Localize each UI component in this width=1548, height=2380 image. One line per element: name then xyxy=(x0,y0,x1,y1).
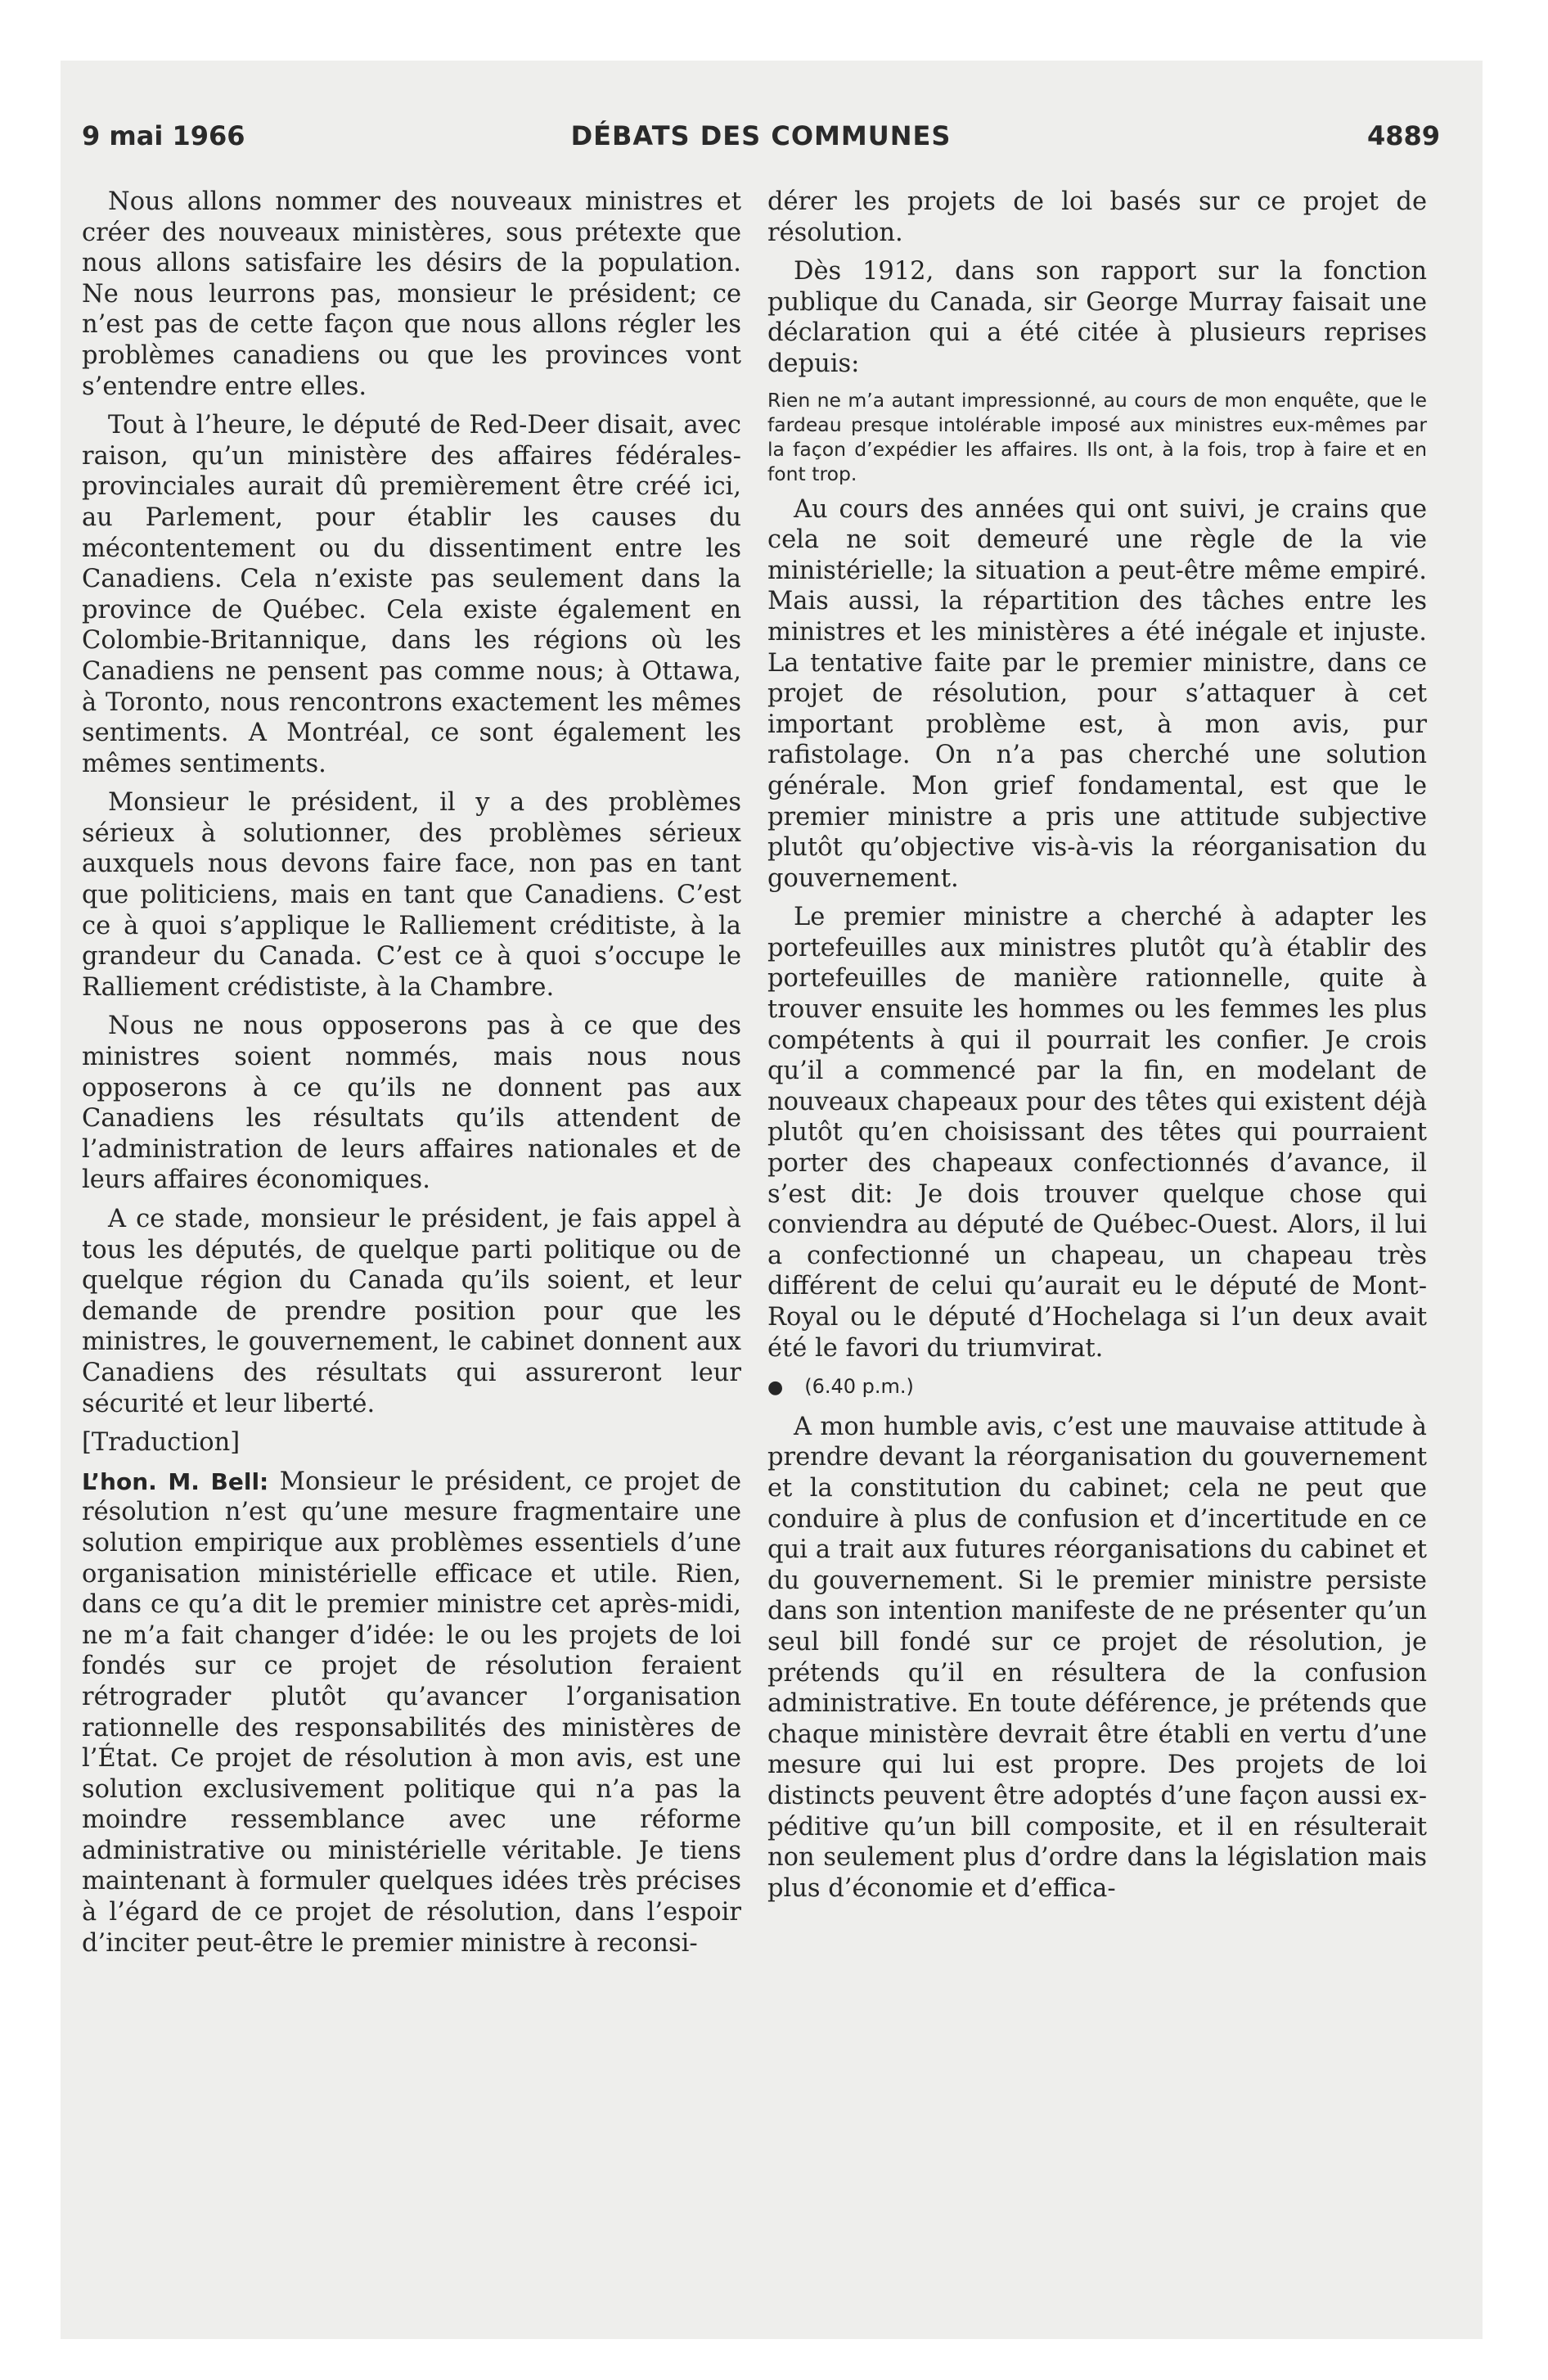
timestamp-text: (6.40 p.m.) xyxy=(804,1375,914,1399)
header-title: DÉBATS DES COMMUNES xyxy=(570,120,952,151)
header-date: 9 mai 1966 xyxy=(82,120,245,151)
bullet-icon: ● xyxy=(767,1377,784,1399)
paragraph: dérer les projets de loi basés sur ce projet de résolution. xyxy=(767,187,1427,247)
paragraph: Nous allons nommer des nouveaux ministres et créer des nouveaux ministères, sous prétexte que nous allons satisfaire les désirs de la population. Ne nous leurrons pas, monsieur le président; ce n’est pas de cette façon que nous allons régler les problèmes canadiens ou que les provinces vont s’entendre entre elles. xyxy=(82,187,741,401)
block-quote xyxy=(767,388,1427,486)
speech-text: Monsieur le président, ce projet de résolution n’est qu’une mesure fragmentaire une solution empirique aux problèmes essentiels d’une organisation ministérielle efficace et utile. Rien, dans ce qu’a dit le premier ministre cet après-midi, ne m’a fait changer d’idée: le ou les projets de loi fondés sur ce projet de résolution feraient rétrograder plutôt qu’avancer l’organisation rationnelle des responsabilités des ministères de l’État. Ce projet de résolution à mon avis, est une solution exclusivement politique qui n’a pas la moindre ressemblance avec une réforme administrative ou ministérielle véritable. Je tiens maintenant à formuler quelques idées très précises à l’égard de ce projet de résolution, dans l’espoir d’inciter peut-être le premier ministre à reconsi- xyxy=(82,1467,741,1958)
page-header xyxy=(82,120,1440,156)
paragraph: A ce stade, monsieur le président, je fais appel à tous les députés, de quelque parti politique ou de quelque région du Canada qu’ils soient, et leur demande de prendre position pour que les ministres, le gouvernement, le cabinet donnent aux Canadiens des résultats qui assureront leur sécurité et leur liberté. xyxy=(82,1205,741,1418)
paragraph: A mon humble avis, c’est une mauvaise attitude à prendre devant la réorganisation du gouvernement et la constitution du cabinet; cela ne peut que conduire à plus de confusion et d’incertitude en ce qui a trait aux futures réorganisations du cabinet et du gouvernement. Si le premier ministre persiste dans son intention manifeste de ne présenter qu’un seul bill fondé sur ce projet de résolution, je prétends qu’il en résultera de la confusion administrative. En toute déférence, je prétends que chaque ministère devrait être établi en vertu d’une mesure qui lui est propre. Des projets de loi distincts peuvent être adoptés d’une façon aussi expéditive qu’un bill composite, et il en résulterait non seulement plus d’ordre dans la législation mais plus d’économie et d’effica- xyxy=(767,1412,1427,1903)
paragraph: Le premier ministre a cherché à adapter les portefeuilles aux ministres plutôt qu’à établir des portefeuilles de manière rationnelle, quite à trouver ensuite les hommes ou les femmes les plus compétents à qui il pourrait les confier. Je crois qu’il a commencé par la fin, en modelant de nouveaux chapeaux pour des têtes qui existent déjà plutôt qu’en choisissant des têtes qui pourraient porter des chapeaux confectionnés d’avance, il s’est dit: Je dois trouver quelque chose qui conviendra au député de Québec-Ouest. Alors, il lui a confectionné un chapeau, un chapeau très différent de celui qu’aurait eu le député de Mont-Royal ou le député d’Hochelaga si l’un deux avait été le favori du triumvirat. xyxy=(767,903,1427,1363)
timestamp xyxy=(767,1372,1427,1404)
right-column xyxy=(767,187,1427,1912)
paragraph: Nous ne nous opposerons pas à ce que des ministres soient nommés, mais nous nous opposerons à ce qu’ils ne donnent pas aux Canadiens les résultats qu’ils attendent de l’administration de leurs affaires nationales et de leurs affaires économiques. xyxy=(82,1012,741,1195)
paragraph: Au cours des années qui ont suivi, je crains que cela ne soit demeuré une règle de la vie ministérielle; la situation a peut-être même empiré. Mais aussi, la répartition des tâches entre les ministres et les ministères a été inégale et injuste. La tentative faite par le premier ministre, dans ce projet de résolution, pour s’attaquer à cet important problème est, à mon avis, pur rafistolage. On n’a pas cherché une solution générale. Mon grief fondamental, est que le premier ministre a pris une attitude subjective plutôt qu’objective vis-à-vis la réorganisation du gouvernement. xyxy=(767,494,1427,893)
header-page-number: 4889 xyxy=(1366,120,1440,151)
translation-heading: [Traduction] xyxy=(82,1428,241,1458)
paragraph: Dès 1912, dans son rapport sur la fonction publique du Canada, sir George Murray faisait une déclaration qui a été citée à plusieurs reprises depuis: xyxy=(767,257,1427,378)
speaker-name: L’hon. M. Bell: xyxy=(82,1467,269,1495)
paragraph: Tout à l’heure, le député de Red-Deer disait, avec raison, qu’un ministère des affaires fédérales-provinciales aurait dû premièrement être créé ici, au Parlement, pour établir les causes du mécontentement ou du dissentiment entre les Canadiens. Cela n’existe pas seulement dans la province de Québec. Cela existe également en Colombie-Britannique, dans les régions où les Canadiens ne pensent pas comme nous; à Ottawa, à Toronto, nous rencontrons exactement les mêmes sentiments. A Montréal, ce sont également les mêmes sentiments. xyxy=(82,411,741,778)
quote-text: Rien ne m’a autant impressionné, au cours de mon enquête, que le fardeau presque intolérable imposé aux ministres eux-mêmes par la façon d’expédier les affaires. Ils ont, à la fois, trop à faire et en font trop. xyxy=(767,388,1427,485)
left-column xyxy=(82,187,741,1967)
paragraph: Monsieur le président, il y a des problèmes sérieux à solutionner, des problèmes sérieux auxquels nous devons faire face, non pas en tant que politiciens, mais en tant que Canadiens. C’est ce à quoi s’applique le Ralliement créditiste, à la grandeur du Canada. C’est ce à quoi s’occupe le Ralliement crédististe, à la Chambre. xyxy=(82,788,741,1002)
speech-paragraph xyxy=(82,1467,741,1959)
